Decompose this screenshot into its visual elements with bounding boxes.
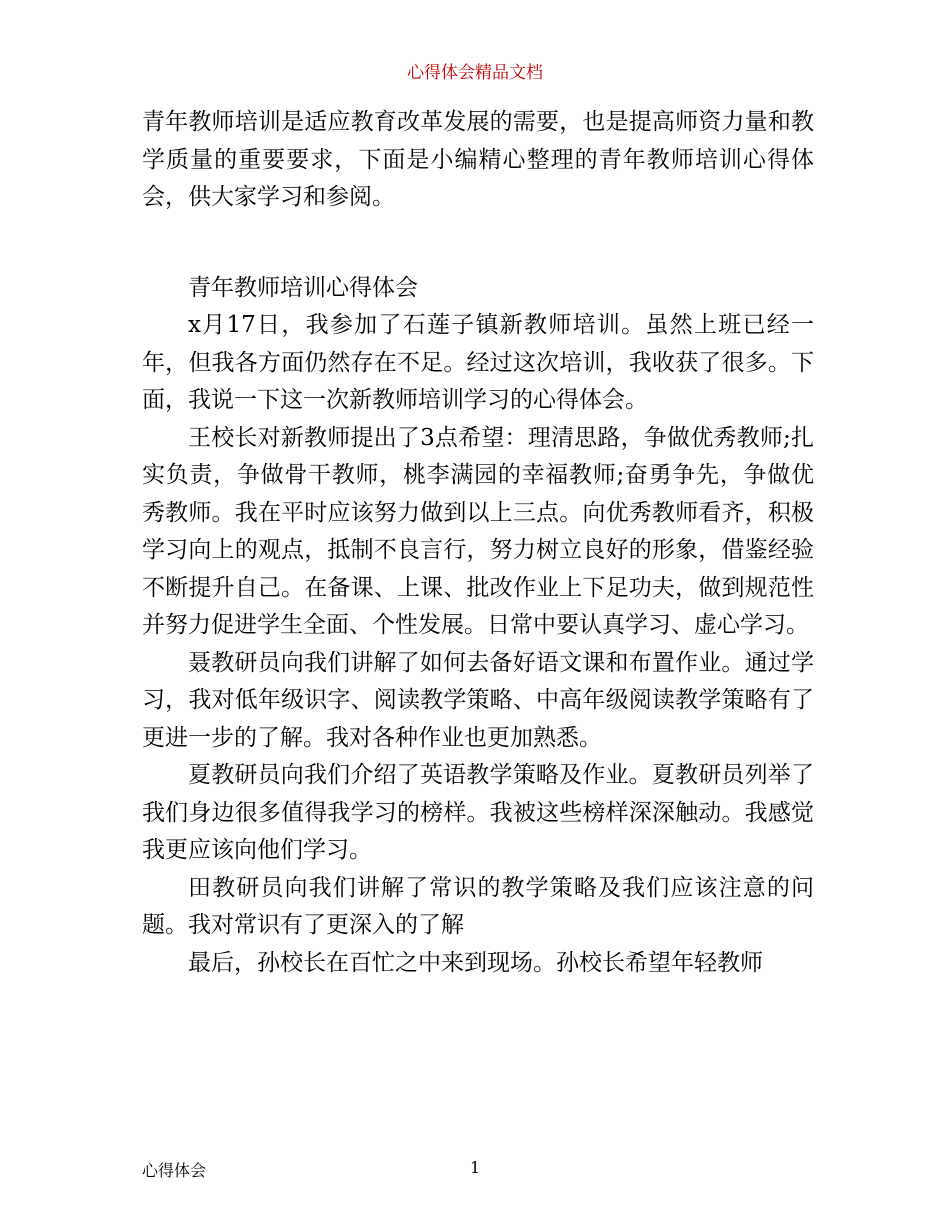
body-paragraph: x月17日，我参加了石莲子镇新教师培训。虽然上班已经一年，但我各方面仍然存在不足。经过这次培训，我收获了很多。下面，我说一下这一次新教师培训学习的心得体会。 [142,312,814,413]
footer-label: 心得体会 [142,1161,207,1180]
body-paragraph: 田教研员向我们讲解了常识的教学策略及我们应该注意的问题。我对常识有了更深入的了解 [142,874,814,938]
body-paragraph: 聂教研员向我们讲解了如何去备好语文课和布置作业。通过学习，我对低年级识字、阅读教学策略、中高年级阅读教学策略有了更进一步的了解。我对各种作业也更加熟悉。 [142,649,814,751]
body-paragraph: 夏教研员向我们介绍了英语教学策略及作业。夏教研员列举了我们身边很多值得我学习的榜样。我被这些榜样深深触动。我感觉我更应该向他们学习。 [142,762,814,863]
document-body [142,104,814,982]
page-number: 1 [470,1158,481,1177]
intro-paragraph: 青年教师培训是适应教育改革发展的需要，也是提高师资力量和教学质量的重要要求，下面是小编精心整理的青年教师培训心得体会，供大家学习和参阅。 [142,109,814,210]
article-title: 青年教师培训心得体会 [188,274,418,301]
body-paragraph: 王校长对新教师提出了3点希望：理清思路，争做优秀教师;扎实负责，争做骨干教师，桃李满园的幸福教师;奋勇争先，争做优秀教师。我在平时应该努力做到以上三点。向优秀教师看齐，积极学习向上的观点，抵制不良言行，努力树立良好的形象，借鉴经验不断提升自己。在备课、上课、批改作业上下足功夫，做到规范性并努力促进学生全面、个性发展。日常中要认真学习、虚心学习。 [142,424,814,638]
body-paragraph: 最后，孙校长在百忙之中来到现场。孙校长希望年轻教师 [188,949,763,976]
page-header: 心得体会精品文档 [407,63,543,83]
